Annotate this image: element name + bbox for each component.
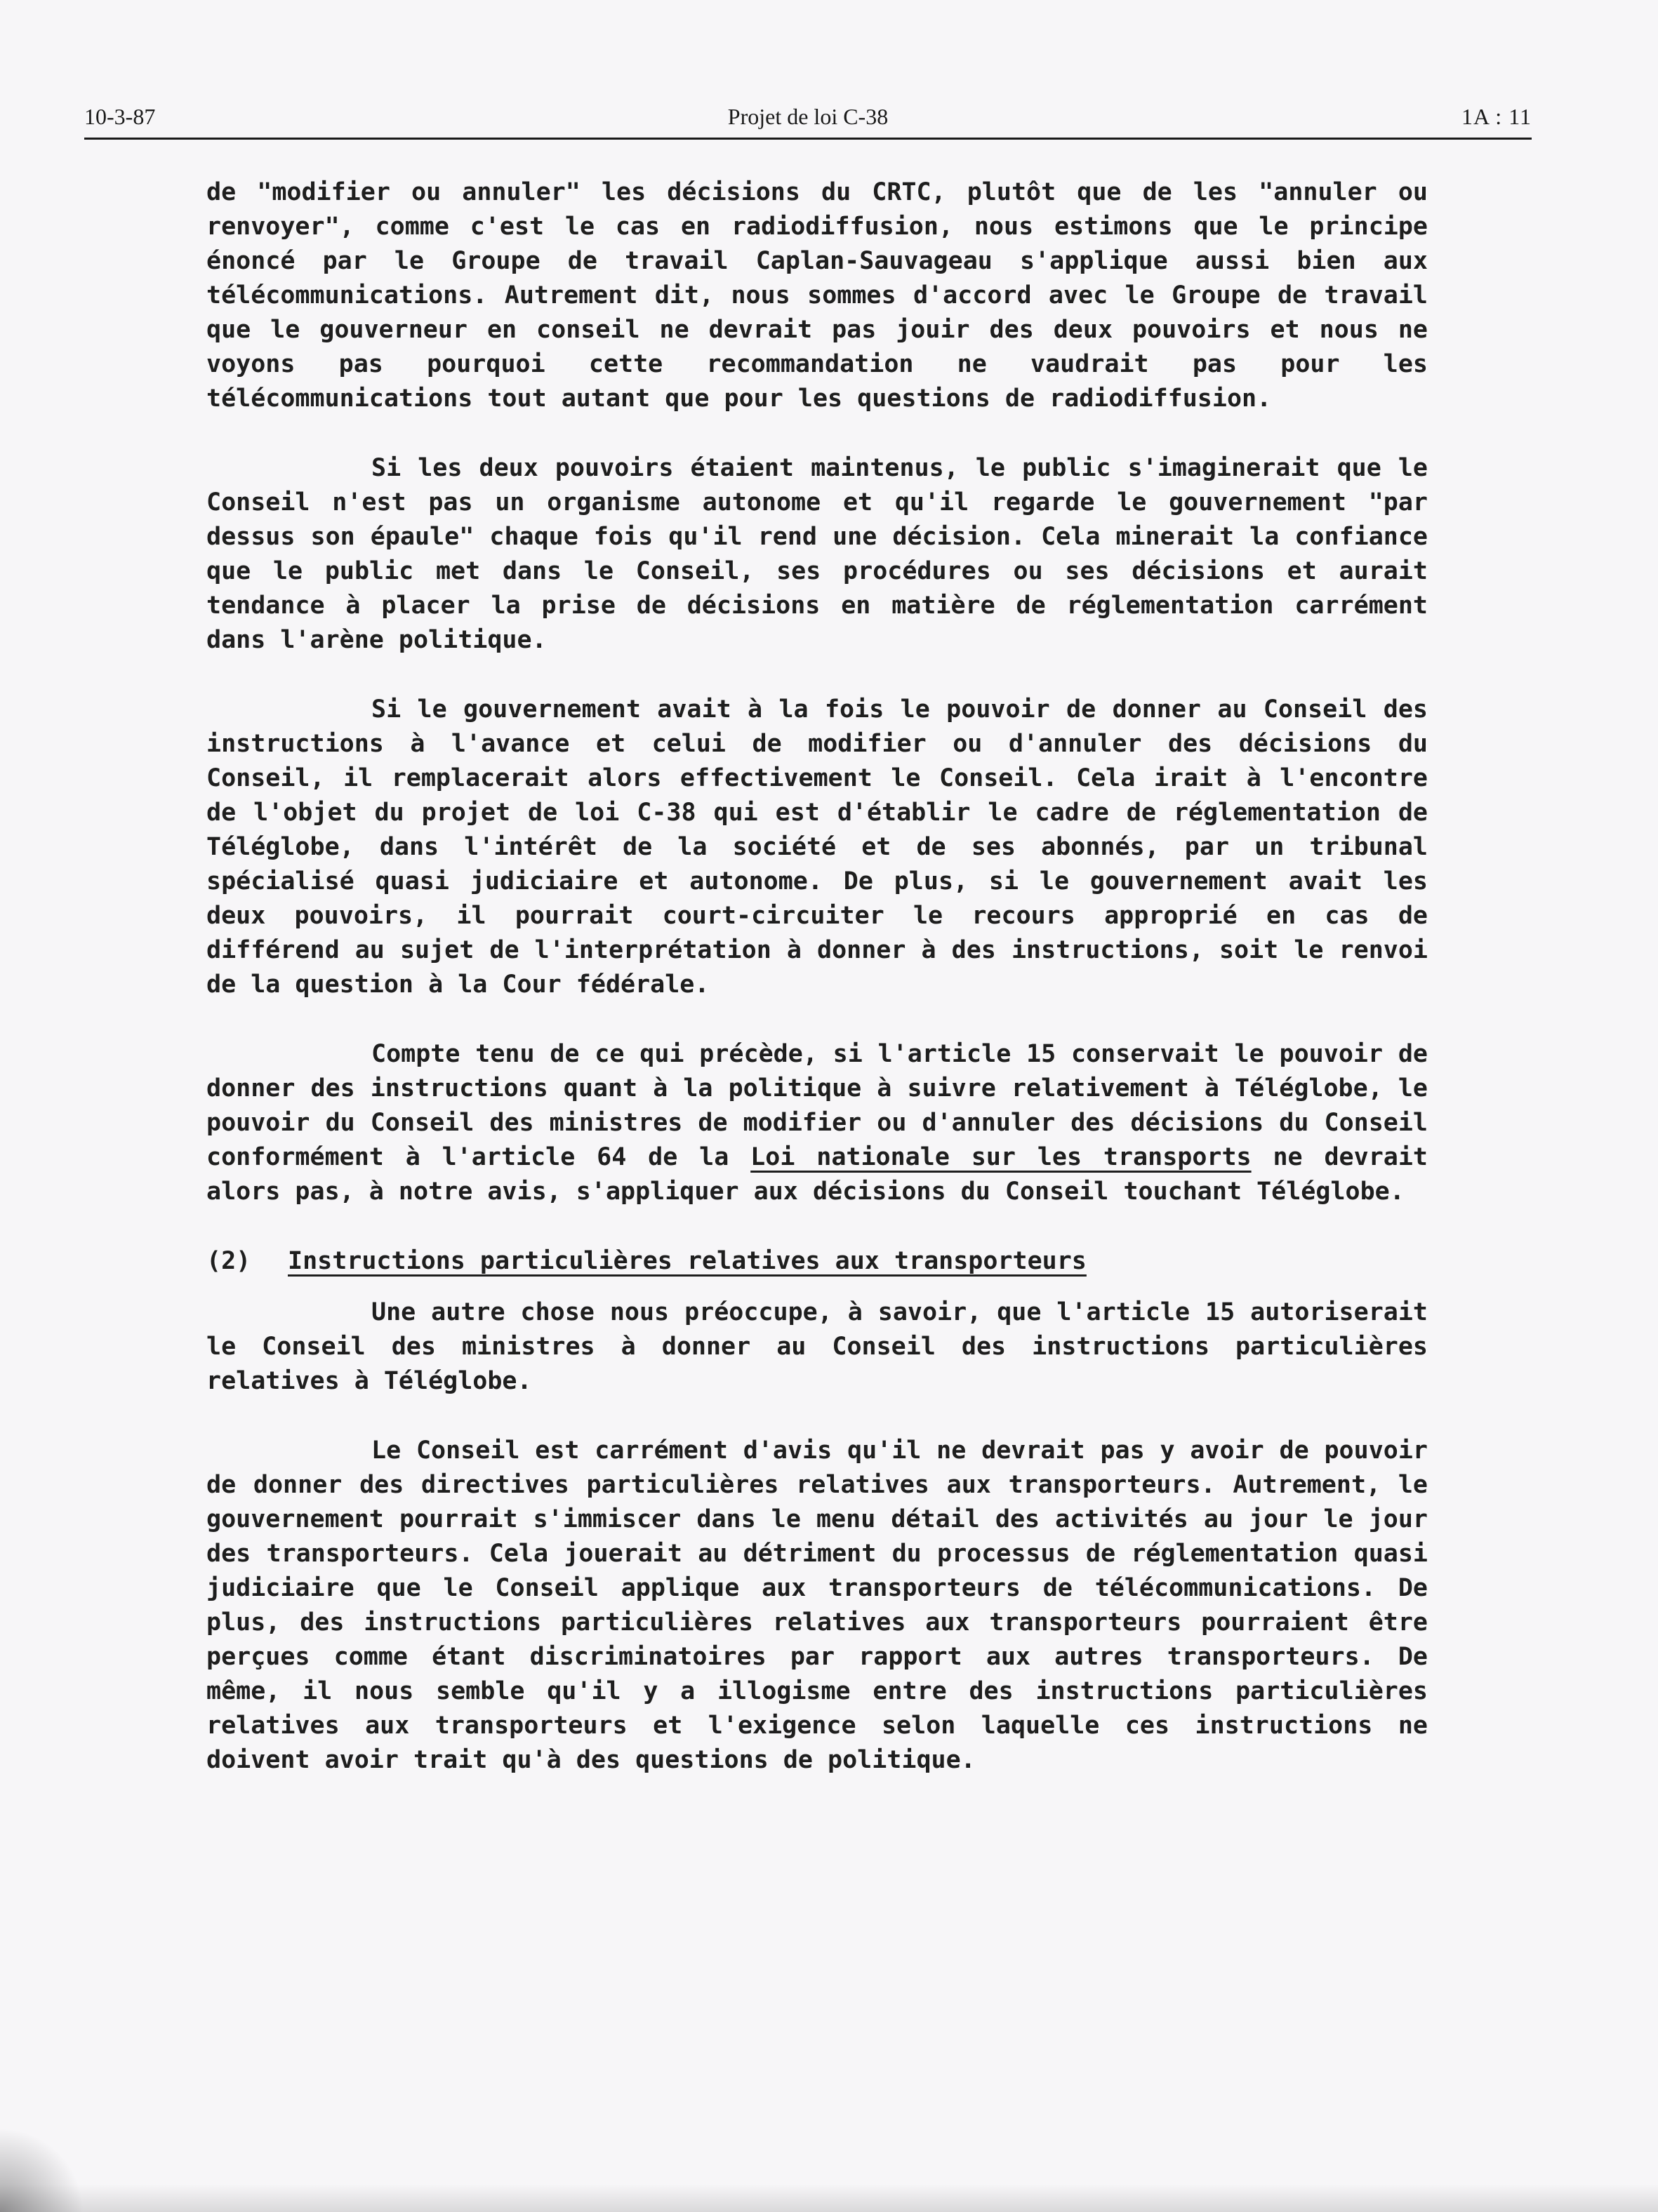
- header-date: 10-3-87: [84, 104, 156, 129]
- section-title: Instructions particulières relatives aux transporteurs: [288, 1247, 1087, 1275]
- paragraph-5: Une autre chose nous préoccupe, à savoir, que l'article 15 autoriserait le Conseil des ministres à donner au Conseil des instructions particulières relatives à Téléglobe.: [206, 1298, 1428, 1395]
- section-number: (2): [206, 1247, 251, 1275]
- paragraph-2: Si les deux pouvoirs étaient maintenus, le public s'imaginerait que le Conseil n'est pas un organisme autonome et qu'il regarde le gouvernement "par dessus son épaule" chaque fois qu'il rend une décision. Cela minerait la confiance que le public met dans le Conseil, ses procédures ou ses décisions et aurait tendance à placer la prise de décisions en matière de réglementation carrément dans l'arène politique.: [206, 454, 1428, 654]
- paragraph-3: Si le gouvernement avait à la fois le pouvoir de donner au Conseil des instructions à l'avance et celui de modifier ou d'annuler des décisions du Conseil, il remplacerait alors effectivement le Conseil. Cela irait à l'encontre de l'objet du projet de loi C-38 qui est d'établir le cadre de réglementation de Téléglobe, dans l'intérêt de la société et de ses abonnés, par un tribunal spécialisé quasi judiciaire et autonome. De plus, si le gouvernement avait les deux pouvoirs, il pourrait court-circuiter le recours approprié en cas de différend au sujet de l'interprétation à donner à des instructions, soit le renvoi de la question à la Cour fédérale.: [206, 695, 1428, 999]
- scan-corner-shadow: [0, 2128, 84, 2212]
- header-title: Projet de loi C-38: [727, 104, 889, 129]
- section-heading: [206, 1244, 1428, 1279]
- paragraph-4-text-a: Compte tenu de ce qui précède, si l'article 15 conservait le pouvoir de donner des instructions quant à la politique à suivre relativement à Téléglobe, le pouvoir du Conseil des ministres de modifier ou d'annuler des décisions du Conseil conformément à l'article 64 de la: [206, 1040, 1428, 1171]
- header-page-number: 1A : 11: [1461, 104, 1532, 129]
- document-body: [206, 175, 1428, 1813]
- header-rule: [84, 138, 1532, 140]
- page-header: [84, 104, 1532, 136]
- paragraph-6: Le Conseil est carrément d'avis qu'il ne devrait pas y avoir de pouvoir de donner des directives particulières relatives aux transporteurs. Autrement, le gouvernement pourrait s'immiscer dans le menu détail des activités au jour le jour des transporteurs. Cela jouerait au détriment du processus de réglementation quasi judiciaire que le Conseil applique aux transporteurs de télécommunications. De plus, des instructions particulières relatives aux transporteurs pourraient être perçues comme étant discriminatoires par rapport aux autres transporteurs. De même, il nous semble qu'il y a illogisme entre des instructions particulières relatives aux transporteurs et l'exigence selon laquelle ces instructions ne doivent avoir trait qu'à des questions de politique.: [206, 1437, 1428, 1774]
- act-title-underlined: Loi nationale sur les transports: [750, 1143, 1252, 1171]
- paragraph-4-text-b: ne devrait alors pas, à notre avis, s'appliquer aux décisions du Conseil touchant Téléglobe.: [206, 1143, 1428, 1206]
- paragraph-4: [206, 1037, 1428, 1209]
- scan-bottom-shadow: [0, 2184, 1658, 2212]
- paragraph-1: de "modifier ou annuler" les décisions du CRTC, plutôt que de les "annuler ou renvoyer", comme c'est le cas en radiodiffusion, nous estimons que le principe énoncé par le Groupe de travail Caplan-Sauvageau s'applique aussi bien aux télécommunications. Autrement dit, nous sommes d'accord avec le Groupe de travail que le gouverneur en conseil ne devrait pas jouir des deux pouvoirs et nous ne voyons pas pourquoi cette recommandation ne vaudrait pas pour les télécommunications tout autant que pour les questions de radiodiffusion.: [206, 178, 1428, 413]
